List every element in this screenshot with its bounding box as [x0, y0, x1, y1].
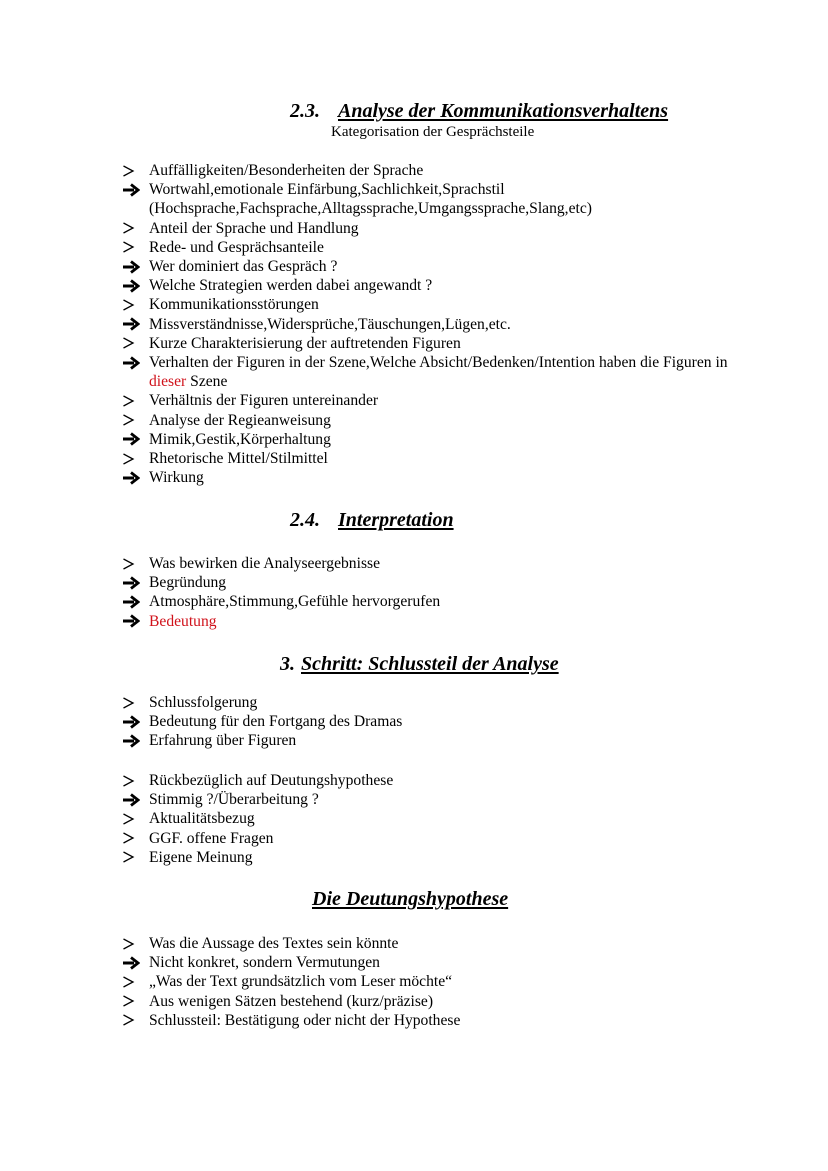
- list-item: Bedeutung: [122, 612, 739, 631]
- heading-3-number: 3.: [280, 653, 295, 675]
- list-item: Rückbezüglich auf Deutungshypothese: [122, 771, 739, 790]
- arrow-bullet-icon: [122, 257, 144, 276]
- list-item: Mimik,Gestik,Körperhaltung: [122, 430, 739, 449]
- highlight-word: dieser: [149, 373, 187, 391]
- chevron-bullet-icon: [122, 161, 144, 180]
- list-3-a: [122, 693, 739, 751]
- chevron-bullet-icon: [122, 829, 144, 848]
- list-item: Welche Strategien werden dabei angewandt ?: [122, 276, 739, 295]
- list-item: Schlussfolgerung: [122, 693, 739, 712]
- arrow-bullet-icon: [122, 790, 144, 809]
- arrow-bullet-icon: [122, 276, 144, 295]
- heading-2-4: [290, 508, 454, 532]
- heading-deutungshypothese: [312, 887, 508, 911]
- list-item: Nicht konkret, sondern Vermutungen: [122, 953, 739, 972]
- heading-3: [280, 652, 559, 676]
- list-item: Aktualitätsbezug: [122, 809, 739, 828]
- list-item: Rhetorische Mittel/Stilmittel: [122, 449, 739, 468]
- chevron-bullet-icon: [122, 848, 144, 867]
- arrow-bullet-icon: [122, 573, 144, 592]
- list-2-4: [122, 554, 739, 631]
- list-item: „Was der Text grundsätzlich vom Leser möchte“: [122, 972, 739, 991]
- list-item: Wirkung: [122, 468, 739, 487]
- list-item: Anteil der Sprache und Handlung: [122, 219, 739, 238]
- list-2-3: [122, 161, 739, 487]
- list-item: Atmosphäre,Stimmung,Gefühle hervorgerufen: [122, 592, 739, 611]
- list-item: Erfahrung über Figuren: [122, 731, 739, 750]
- list-item: Kurze Charakterisierung der auftretenden Figuren: [122, 334, 739, 353]
- chevron-bullet-icon: [122, 449, 144, 468]
- list-item: Begründung: [122, 573, 739, 592]
- arrow-bullet-icon: [122, 612, 144, 631]
- list-item: Kommunikationsstörungen: [122, 295, 739, 314]
- list-3-b: [122, 771, 739, 867]
- chevron-bullet-icon: [122, 771, 144, 790]
- list-item: Was bewirken die Analyseergebnisse: [122, 554, 739, 573]
- list-item: Auffälligkeiten/Besonderheiten der Sprache: [122, 161, 739, 180]
- heading-2-3-title: Analyse der Kommunikationsverhaltens: [338, 100, 669, 122]
- arrow-bullet-icon: [122, 430, 144, 449]
- list-deutungshypothese: [122, 934, 739, 1030]
- chevron-bullet-icon: [122, 992, 144, 1011]
- list-item: Schlussteil: Bestätigung oder nicht der Hypothese: [122, 1011, 739, 1030]
- list-item: Missverständnisse,Widersprüche,Täuschungen,Lügen,etc.: [122, 315, 739, 334]
- chevron-bullet-icon: [122, 295, 144, 314]
- chevron-bullet-icon: [122, 554, 144, 573]
- chevron-bullet-icon: [122, 809, 144, 828]
- heading-2-3: [290, 99, 668, 123]
- chevron-bullet-icon: [122, 1011, 144, 1030]
- list-item: Eigene Meinung: [122, 848, 739, 867]
- chevron-bullet-icon: [122, 411, 144, 430]
- list-item: GGF. offene Fragen: [122, 829, 739, 848]
- list-item: Wortwahl,emotionale Einfärbung,Sachlichkeit,Sprachstil (Hochsprache,Fachsprache,Alltagssprache,Umgangssprache,Slang,etc): [122, 180, 739, 218]
- list-item: Verhalten der Figuren in der Szene,Welche Absicht/Bedenken/Intention haben die Figuren in dieser Szene: [122, 353, 739, 391]
- arrow-bullet-icon: [122, 953, 144, 972]
- list-item: Analyse der Regieanweisung: [122, 411, 739, 430]
- list-item: Stimmig ?/Überarbeitung ?: [122, 790, 739, 809]
- arrow-bullet-icon: [122, 731, 144, 750]
- arrow-bullet-icon: [122, 353, 144, 372]
- chevron-bullet-icon: [122, 934, 144, 953]
- chevron-bullet-icon: [122, 334, 144, 353]
- list-item: Aus wenigen Sätzen bestehend (kurz/präzise): [122, 992, 739, 1011]
- list-item: Wer dominiert das Gespräch ?: [122, 257, 739, 276]
- arrow-bullet-icon: [122, 315, 144, 334]
- chevron-bullet-icon: [122, 972, 144, 991]
- chevron-bullet-icon: [122, 219, 144, 238]
- heading-2-4-number: 2.4.: [290, 509, 320, 531]
- list-item: Bedeutung für den Fortgang des Dramas: [122, 712, 739, 731]
- chevron-bullet-icon: [122, 693, 144, 712]
- list-item: Was die Aussage des Textes sein könnte: [122, 934, 739, 953]
- list-item: Verhältnis der Figuren untereinander: [122, 391, 739, 410]
- arrow-bullet-icon: [122, 180, 144, 199]
- arrow-bullet-icon: [122, 468, 144, 487]
- heading-3-title: Schritt: Schlussteil der Analyse: [301, 653, 559, 675]
- heading-2-3-number: 2.3.: [290, 100, 320, 122]
- arrow-bullet-icon: [122, 712, 144, 731]
- chevron-bullet-icon: [122, 391, 144, 410]
- heading-deutungshypothese-title: Die Deutungshypothese: [312, 888, 509, 910]
- heading-2-3-subtitle: Kategorisation der Gesprächsteile: [331, 124, 535, 140]
- list-item: Rede- und Gesprächsanteile: [122, 238, 739, 257]
- heading-2-4-title: Interpretation: [338, 509, 454, 531]
- chevron-bullet-icon: [122, 238, 144, 257]
- arrow-bullet-icon: [122, 592, 144, 611]
